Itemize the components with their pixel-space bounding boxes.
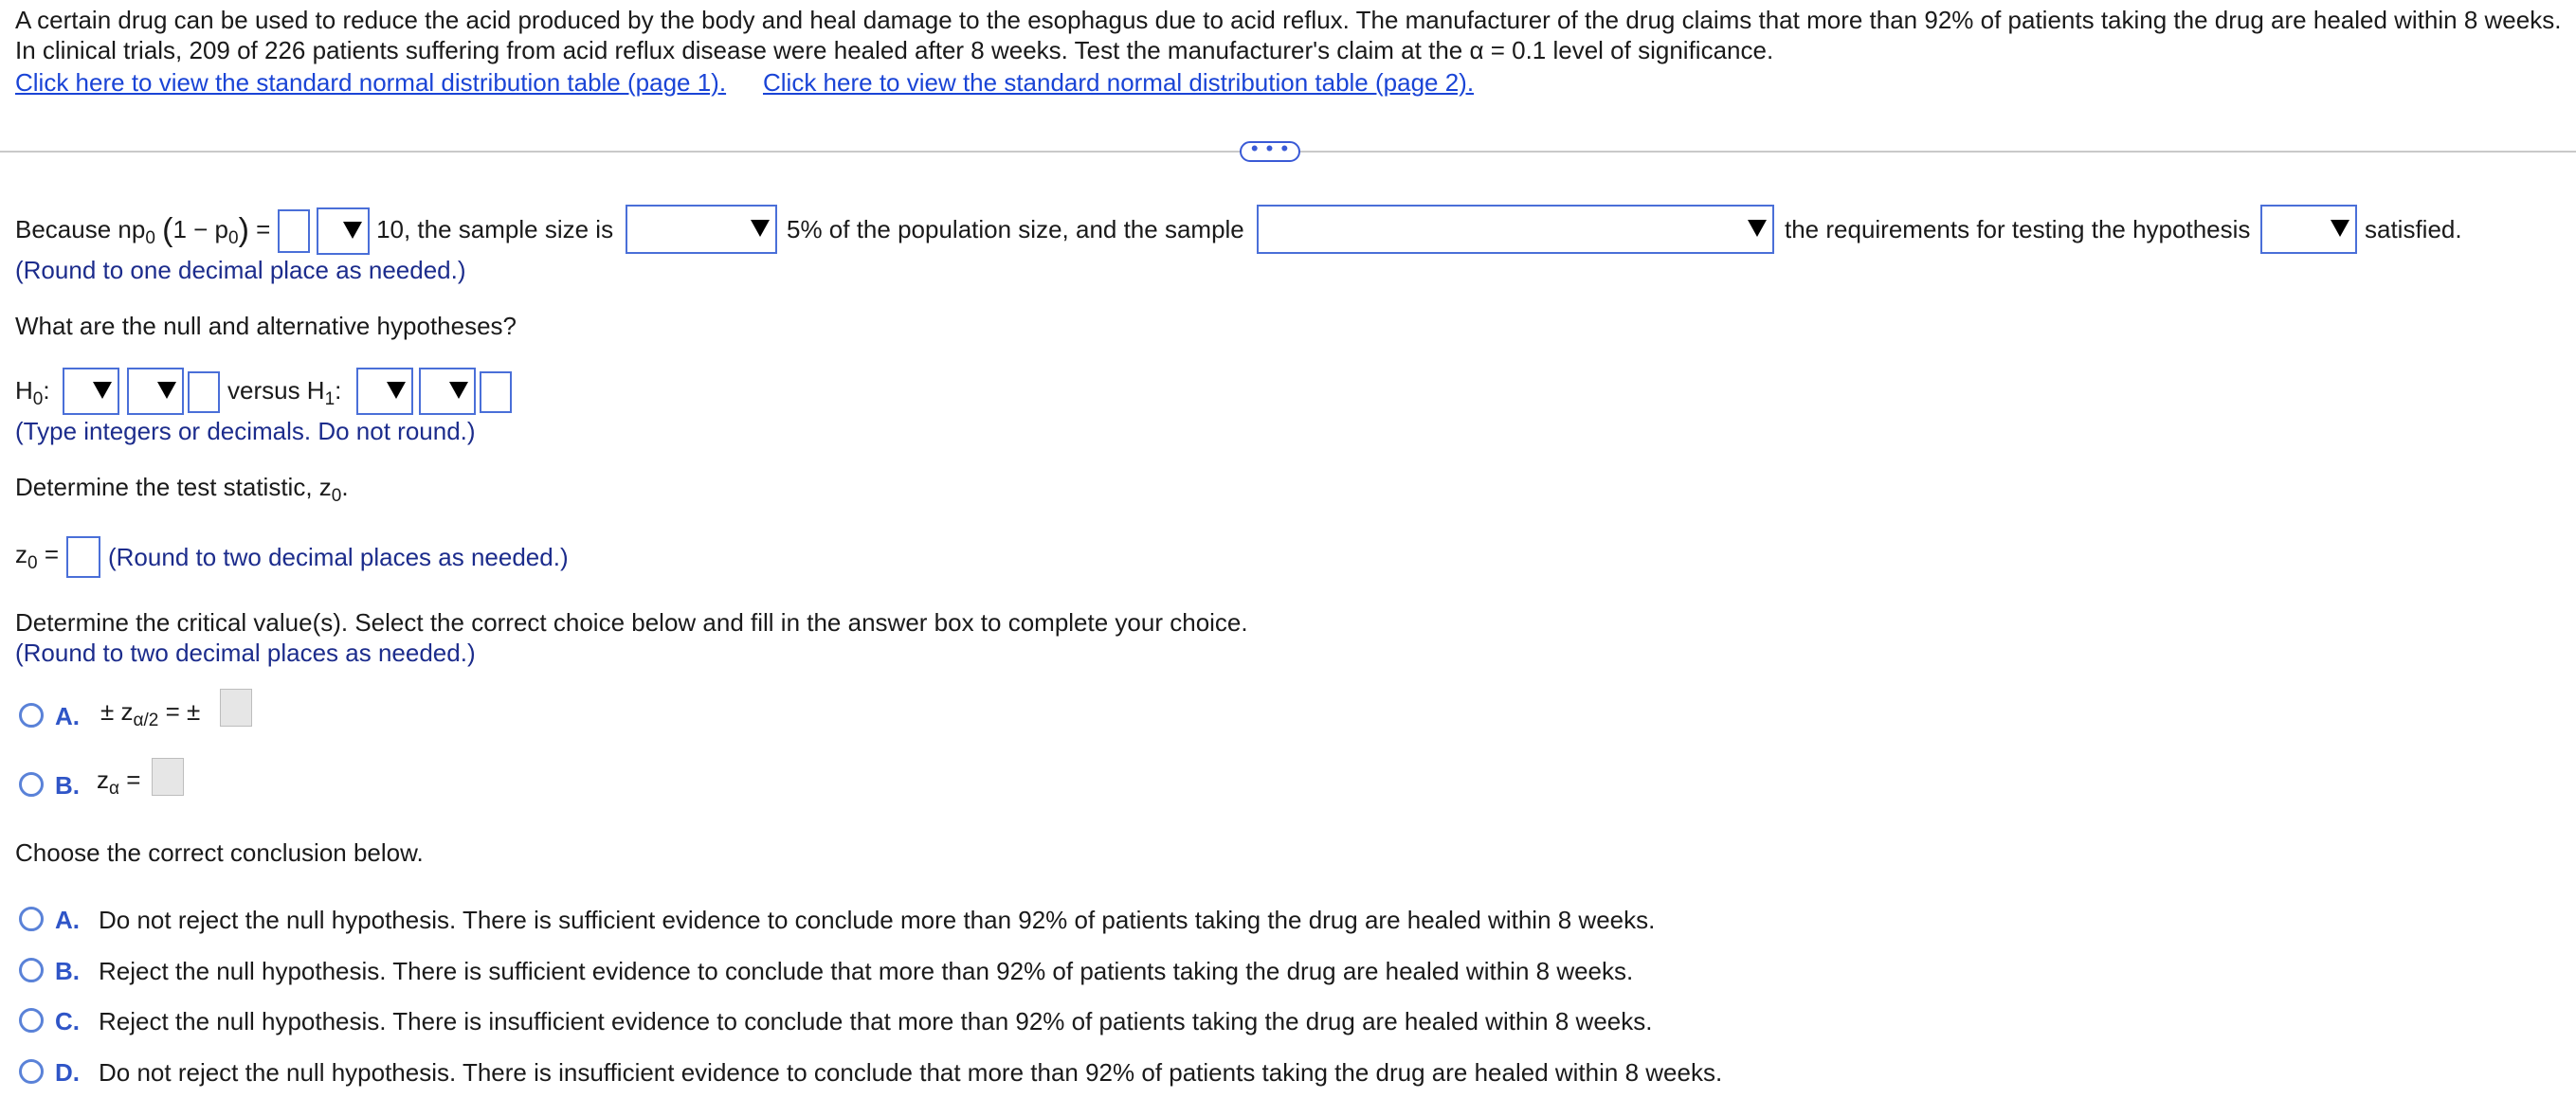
conclusion-option-d-radio[interactable] [19, 1059, 44, 1084]
critical-value-hint: (Round to two decimal places as needed.) [15, 639, 476, 667]
conclusion-option-b-letter: B. [55, 957, 80, 985]
requirements-sentence: Because $np_0$ $(1 - p_0)$ = 10, the sample size is [15, 205, 613, 255]
critical-option-b-formula: $z_\alpha$ = [97, 765, 141, 799]
test-statistic-question: Determine the test statistic, $z_0$. [15, 473, 349, 506]
critical-value-question: Determine the critical value(s). Select the correct choice below and fill in the answer box to complete your choice. [15, 608, 1248, 637]
conclusion-option-d-text[interactable]: Do not reject the null hypothesis. There is insufficient evidence to conclude that more than 92% of patients taking the drug are healed within 8 weeks. [99, 1058, 1723, 1087]
test-statistic-hint: (Round to two decimal places as needed.) [108, 543, 569, 571]
h0-parameter-dropdown[interactable] [63, 368, 119, 415]
conclusion-question: Choose the correct conclusion below. [15, 838, 424, 867]
conclusion-option-c-text[interactable]: Reject the null hypothesis. There is insufficient evidence to conclude that more than 92% of patients taking the drug are healed within 8 weeks. [99, 1007, 1653, 1035]
normal-table-link-page-1[interactable]: Click here to view the standard normal distribution table (page 1). [15, 68, 727, 97]
z0-label: $z_0$ = [15, 540, 59, 573]
h0-label: $H_0$: [15, 376, 50, 409]
critical-option-a-letter: A. [55, 702, 80, 730]
h1-value-input[interactable] [480, 371, 512, 413]
requirements-hint: (Round to one decimal place as needed.) [15, 256, 466, 284]
hypotheses-hint: (Type integers or decimals. Do not round.) [15, 417, 476, 445]
problem-line-2: In clinical trials, 209 of 226 patients suffering from acid reflux disease were healed after 8 weeks. Test the manufacturer's claim at the α = 0.1 level of significance. [15, 36, 1774, 64]
z0-input[interactable] [66, 536, 100, 578]
critical-option-b-input[interactable] [152, 758, 184, 796]
h0-value-input[interactable] [188, 371, 220, 413]
h0-relation-dropdown[interactable] [127, 368, 184, 415]
sample-size-comparison-dropdown[interactable] [626, 205, 777, 254]
critical-option-b-radio[interactable] [19, 772, 44, 797]
normal-table-link-page-2[interactable]: Click here to view the standard normal distribution table (page 2). [763, 68, 1475, 97]
conclusion-option-a-radio[interactable] [19, 907, 44, 931]
hypotheses-question: What are the null and alternative hypotheses? [15, 312, 517, 340]
conclusion-option-d-letter: D. [55, 1058, 80, 1087]
critical-option-a-input[interactable] [220, 689, 252, 727]
h1-label: versus $H_1$: [227, 376, 342, 409]
conclusion-option-a-text[interactable]: Do not reject the null hypothesis. There is sufficient evidence to conclude more than 92% of patients taking the drug are healed within 8 weeks. [99, 906, 1656, 934]
sample-independence-dropdown[interactable] [1257, 205, 1774, 254]
npq-comparison-dropdown[interactable] [317, 207, 370, 255]
critical-option-b-letter: B. [55, 771, 80, 800]
h1-relation-dropdown[interactable] [419, 368, 476, 415]
conclusion-option-c-letter: C. [55, 1007, 80, 1035]
critical-option-a-formula: ± $z_{\alpha/2}$ = ± [100, 697, 201, 730]
requirements-text: the requirements for testing the hypothesis [1785, 215, 2251, 243]
pct-population-text: 5% of the population size, and the sample [787, 215, 1244, 243]
conclusion-option-b-text[interactable]: Reject the null hypothesis. There is sufficient evidence to conclude that more than 92% of patients taking the drug are healed within 8 weeks. [99, 957, 1634, 985]
conclusion-option-c-radio[interactable] [19, 1008, 44, 1033]
conclusion-option-b-radio[interactable] [19, 958, 44, 982]
problem-line-1: A certain drug can be used to reduce the acid produced by the body and heal damage to the esophagus due to acid reflux. The manufacturer of the drug claims that more than 92% of patients taking the drug are healed within 8 weeks. [15, 6, 2562, 34]
requirements-satisfied-dropdown[interactable] [2260, 205, 2357, 254]
npq-input[interactable] [278, 209, 310, 253]
h1-parameter-dropdown[interactable] [356, 368, 413, 415]
critical-option-a-radio[interactable] [19, 703, 44, 728]
more-options-button[interactable]: • • • [1240, 141, 1300, 162]
requirements-because: Because np [15, 215, 146, 243]
satisfied-text: satisfied. [2365, 215, 2462, 243]
conclusion-option-a-letter: A. [55, 906, 80, 934]
